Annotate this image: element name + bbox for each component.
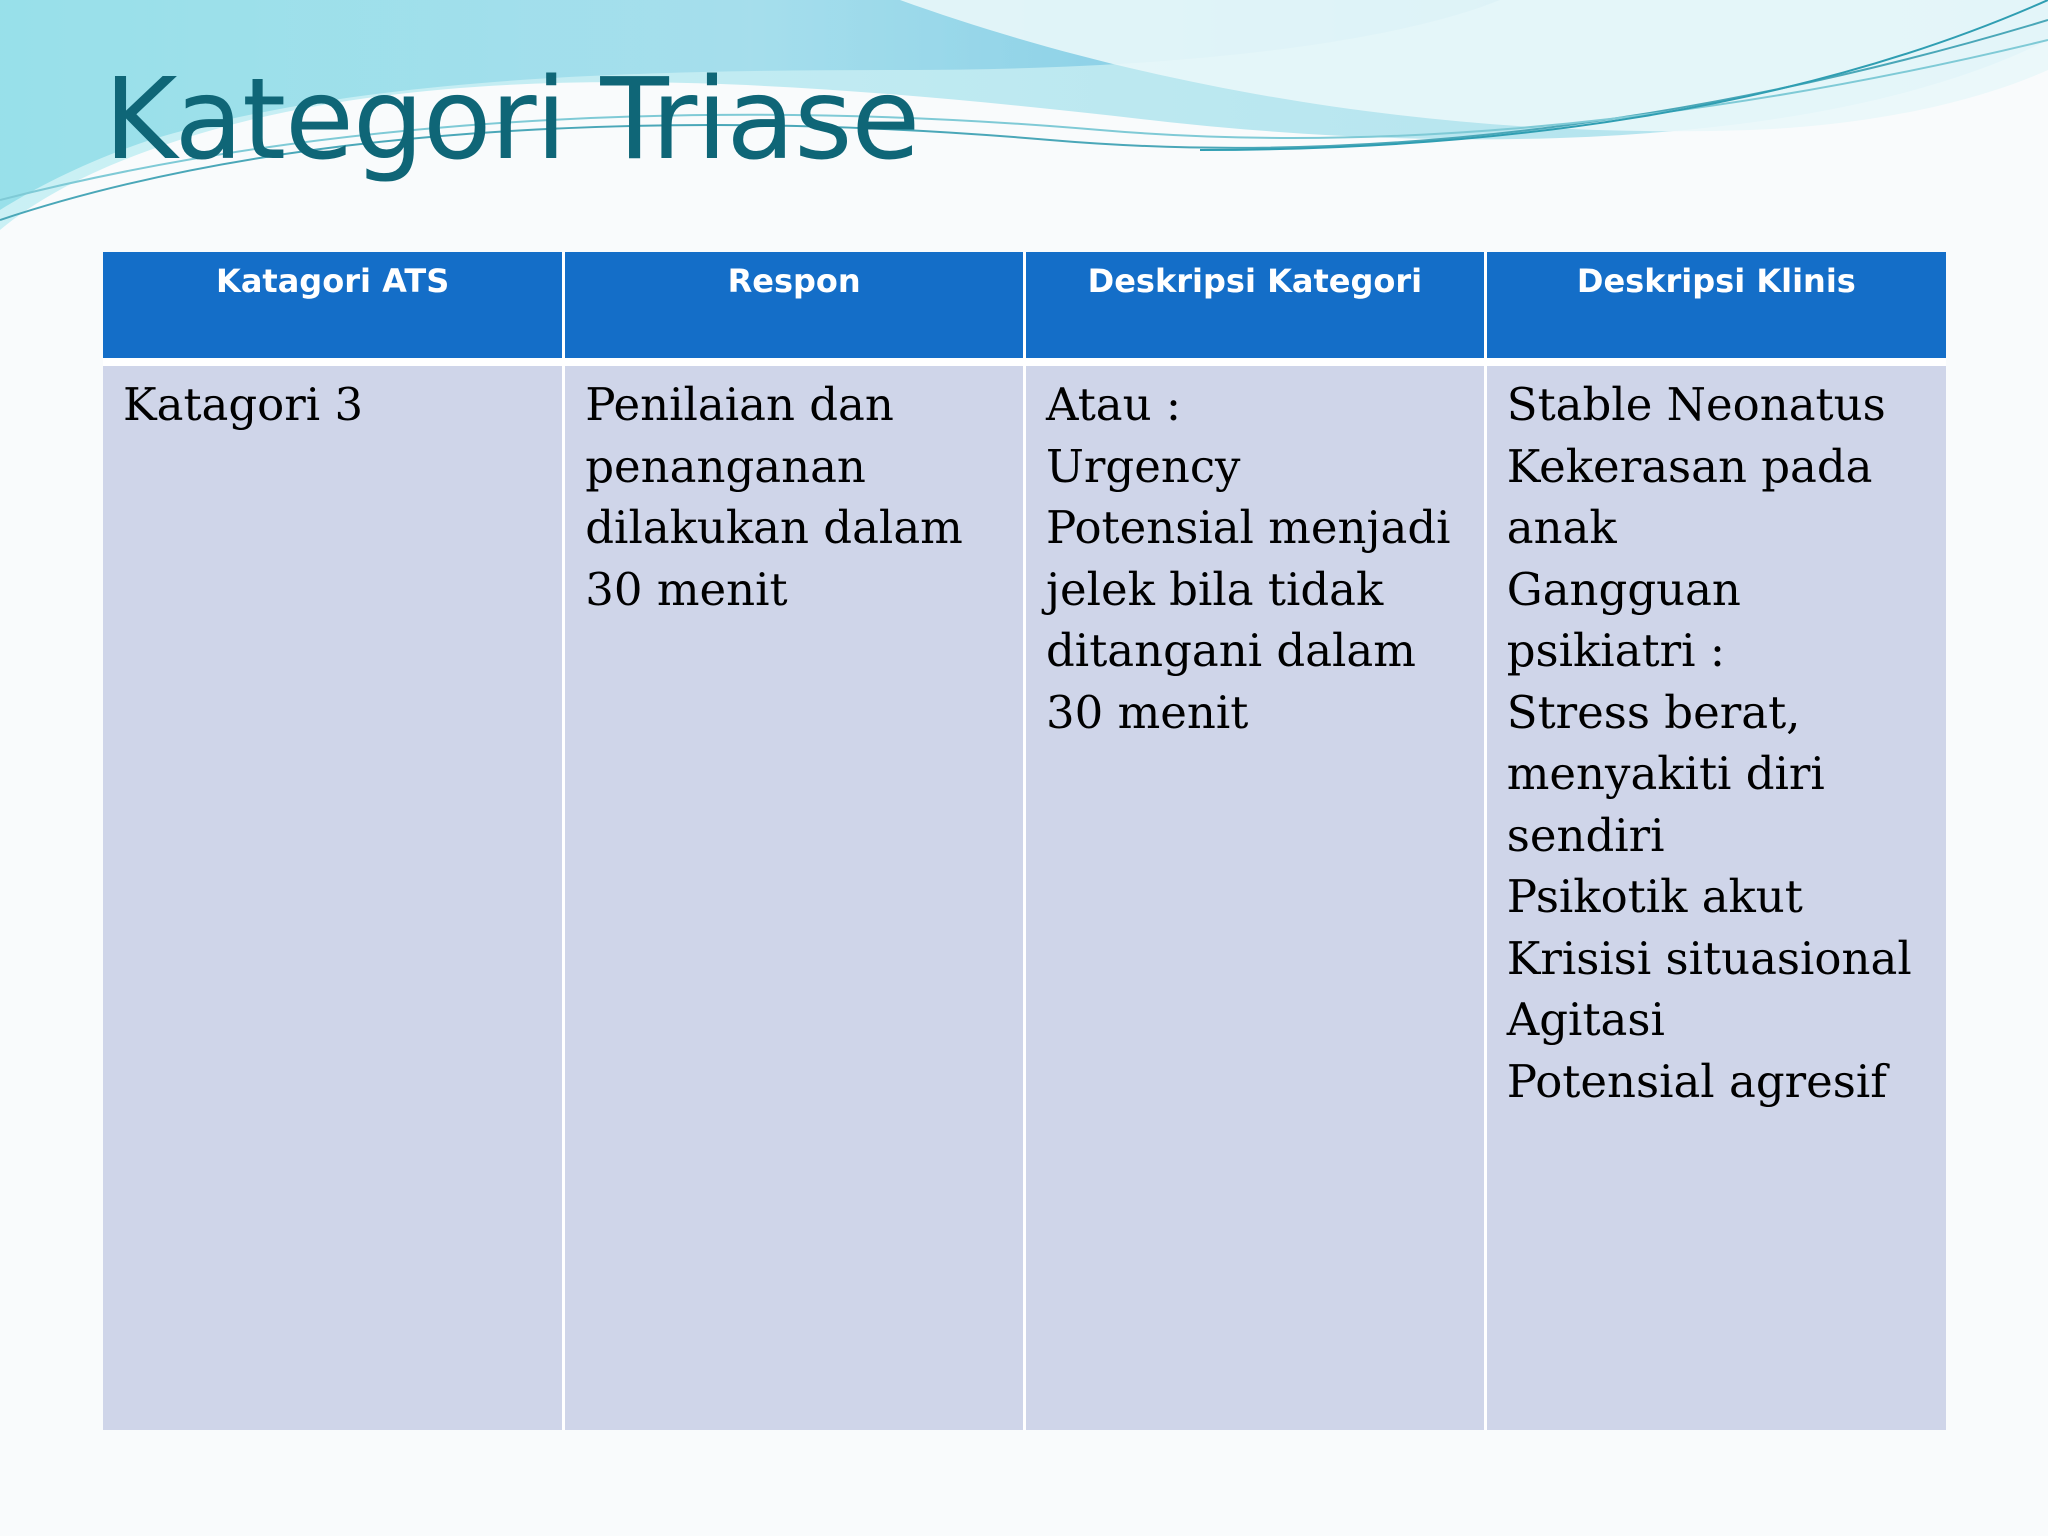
cell-deskripsi-kategori: Atau : Urgency Potensial menjadi jelek bila tidak ditangani dalam 30 menit (1025, 362, 1486, 1430)
slide-title: Kategori Triase (104, 55, 920, 185)
table-row (103, 362, 1946, 1430)
column-header-katagori-ats: Katagori ATS (103, 252, 564, 362)
cell-respon: Penilaian dan penanganan dilakukan dalam 30 menit (564, 362, 1025, 1430)
column-header-deskripsi-klinis: Deskripsi Klinis (1485, 252, 1946, 362)
cell-deskripsi-klinis: Stable Neonatus Kekerasan pada anak Gangguan psikiatri : Stress berat, menyakiti diri sendiri Psikotik akut Krisisi situasional Agitasi Potensial agresif (1485, 362, 1946, 1430)
triage-table (103, 252, 1946, 1430)
column-header-deskripsi-kategori: Deskripsi Kategori (1025, 252, 1486, 362)
table-header-row (103, 252, 1946, 362)
cell-katagori: Katagori 3 (103, 362, 564, 1430)
column-header-respon: Respon (564, 252, 1025, 362)
